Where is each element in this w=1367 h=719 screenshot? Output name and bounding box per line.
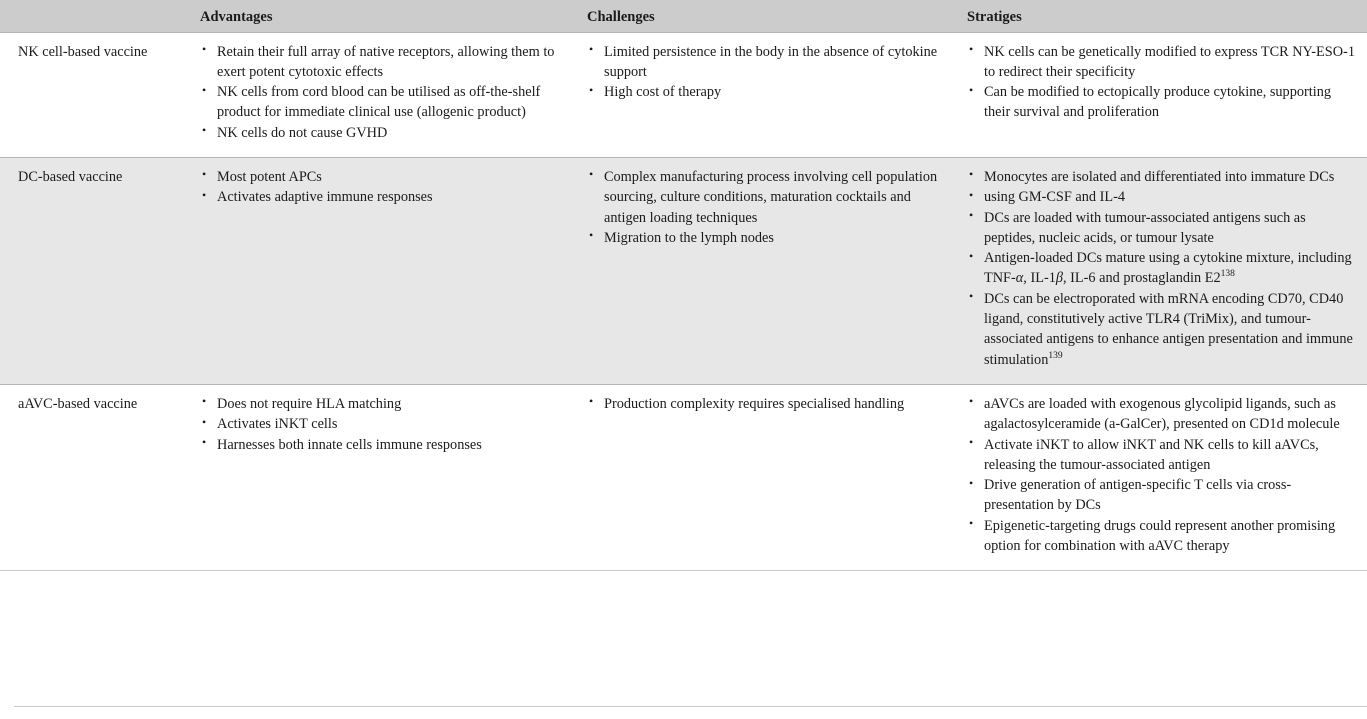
challenges-bullet-list [587,42,945,103]
advantages-bullet-list [200,42,565,143]
stratiges-bullet-list [967,167,1355,370]
bullet-item: • Production complexity requires specialised handling [587,394,945,414]
challenges-bullet-list [587,167,945,248]
bullet-item: • NK cells do not cause GVHD [200,123,565,143]
bullet-item: • Does not require HLA matching [200,394,565,414]
greek-letter: β [1055,270,1063,287]
bullet-item: • Can be modified to ectopically produce cytokine, supporting their survival and proliferation [967,82,1355,123]
greek-letter: α [1015,270,1024,287]
bullet-item: • Activates adaptive immune responses [200,187,565,207]
bullet-item: • DCs can be electroporated with mRNA encoding CD70, CD40 ligand, constitutively active TLR4 (TriMix), and tumour-associated antigens to enhance antigen presentation and immune stimulation$^{139}$ [967,289,1355,370]
stratiges-bullet-list [967,42,1355,123]
challenges-bullet-list [587,394,945,414]
table-row [0,32,1367,157]
table-row [0,157,1367,384]
row-label-cell [0,384,190,570]
bullet-item: • Activates iNKT cells [200,414,565,434]
column-header-label [0,0,190,32]
bullet-item: • Most potent APCs [200,167,565,187]
column-header-advantages: Advantages [190,0,577,32]
table-bottom-rule [14,706,1367,707]
bullet-item: • Drive generation of antigen-specific T cells via cross-presentation by DCs [967,475,1355,516]
bullet-item: • aAVCs are loaded with exogenous glycolipid ligands, such as agalactosylceramide (a-GalCer), presented on CD1d molecule [967,394,1355,435]
stratiges-cell [957,384,1367,570]
advantages-cell [190,157,577,384]
bullet-item: • Migration to the lymph nodes [587,228,945,248]
bullet-item: • Activate iNKT to allow iNKT and NK cells to kill aAVCs, releasing the tumour-associated antigen [967,435,1355,476]
table-body [0,32,1367,571]
advantages-cell [190,384,577,570]
bullet-item: • Limited persistence in the body in the absence of cytokine support [587,42,945,83]
challenges-cell [577,157,957,384]
bullet-item: • Harnesses both innate cells immune responses [200,435,565,455]
bullet-item: • High cost of therapy [587,82,945,102]
bullet-item: • Complex manufacturing process involving cell population sourcing, culture conditions, maturation cocktails and antigen loading techniques [587,167,945,228]
table-row [0,384,1367,570]
challenges-cell [577,384,957,570]
bullet-item: • DCs are loaded with tumour-associated antigens such as peptides, nucleic acids, or tumour lysate [967,208,1355,249]
bullet-item: • Epigenetic-targeting drugs could represent another promising option for combination with aAVC therapy [967,516,1355,557]
row-label-text: aAVC-based vaccine [18,395,138,412]
citation-superscript: 139 [1048,350,1063,361]
row-label-text: NK cell-based vaccine [18,43,148,60]
bullet-item: • NK cells can be genetically modified to express TCR NY-ESO-1 to redirect their specificity [967,42,1355,83]
bullet-item: • Retain their full array of native receptors, allowing them to exert potent cytotoxic effects [200,42,565,83]
bullet-item: • using GM-CSF and IL-4 [967,187,1355,207]
bullet-item: • Antigen-loaded DCs mature using a cytokine mixture, including TNF-α, IL-1β, IL-6 and prostaglandin $E2^{138}$ [967,248,1355,289]
citation-superscript: 138 [1220,269,1235,280]
bullet-item: • Monocytes are isolated and differentiated into immature DCs [967,167,1355,187]
row-label-cell [0,157,190,384]
row-label-cell [0,32,190,157]
column-header-challenges: Challenges [577,0,957,32]
challenges-cell [577,32,957,157]
table-header [0,0,1367,32]
stratiges-cell [957,157,1367,384]
stratiges-bullet-list [967,394,1355,556]
header-row [0,0,1367,32]
bullet-item: • NK cells from cord blood can be utilised as off-the-shelf product for immediate clinical use (allogenic product) [200,82,565,123]
advantages-bullet-list [200,167,565,208]
advantages-bullet-list [200,394,565,455]
advantages-cell [190,32,577,157]
column-header-stratiges: Stratiges [957,0,1367,32]
stratiges-cell [957,32,1367,157]
row-label-text: DC-based vaccine [18,168,123,185]
